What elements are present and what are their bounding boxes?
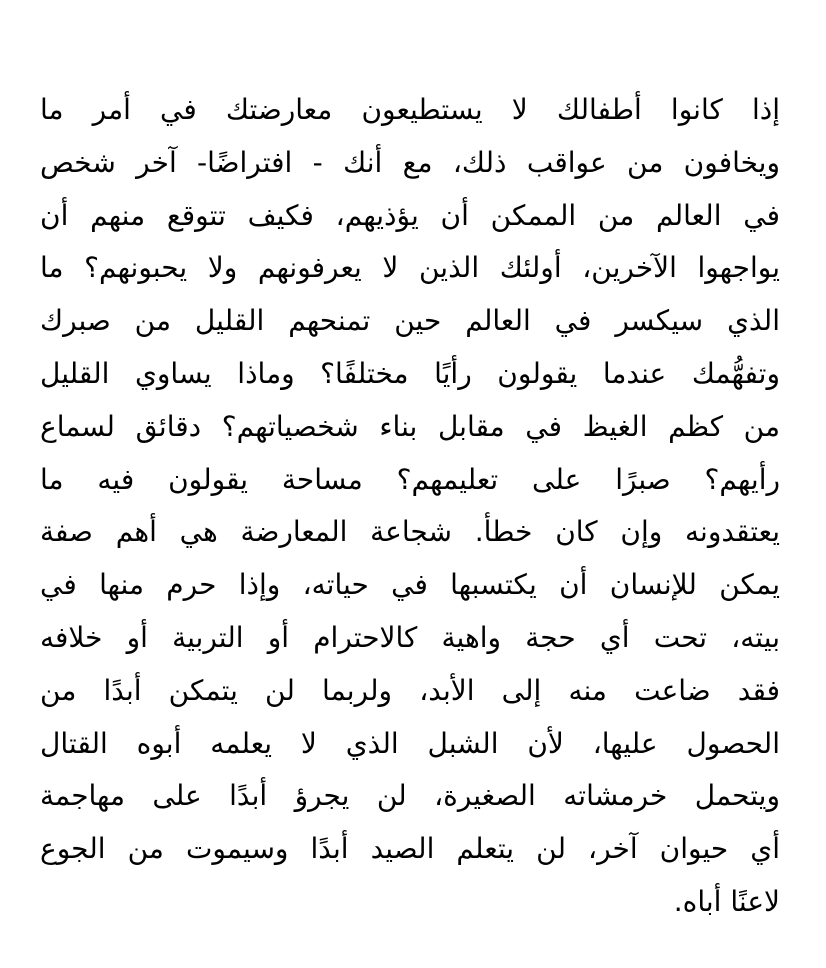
text-line-2: ويخافون من عواقب ذلك، مع أنك - افتراضًا- آخر شخص — [40, 145, 780, 179]
text-line-4: يواجهوا الآخرين، أولئك الذين لا يعرفونهم ولا يحبونهم؟ ما — [40, 251, 780, 285]
text-line-15: أي حيوان آخر، لن يتعلم الصيد أبدًا وسيموت من الجوع — [40, 832, 780, 866]
text-line-7: من كظم الغيظ في مقابل بناء شخصياتهم؟ دقائق لسماع — [40, 409, 780, 443]
text-line-6: وتفهُّمك عندما يقولون رأيًا مختلفًا؟ وماذا يساوي القليل — [40, 356, 780, 390]
text-line-14: ويتحمل خرمشاته الصغيرة، لن يجرؤ أبدًا على مهاجمة — [40, 779, 780, 813]
text-line-12: فقد ضاعت منه إلى الأبد، ولربما لن يتمكن أبدًا من — [40, 673, 780, 707]
text-line-9: يعتقدونه وإن كان خطأ. شجاعة المعارضة هي أهم صفة — [40, 515, 780, 549]
paragraph — [40, 84, 780, 929]
text-line-8: رأيهم؟ صبرًا على تعليمهم؟ مساحة يقولون فيه ما — [40, 462, 780, 496]
text-line-16: لاعنًا أباه. — [673, 884, 780, 918]
text-line-1: إذا كانوا أطفالك لا يستطيعون معارضتك في أمر ما — [40, 93, 780, 126]
text-line-10: يمكن للإنسان أن يكتسبها في حياته، وإذا حرم منها في — [40, 568, 780, 602]
text-line-11: بيته، تحت أي حجة واهية كالاحترام أو التربية أو خلافه — [40, 620, 780, 654]
text-line-3: في العالم من الممكن أن يؤذيهم، فكيف تتوقع منهم أن — [40, 198, 780, 232]
text-line-13: الحصول عليها، لأن الشبل الذي لا يعلمه أبوه القتال — [40, 726, 780, 760]
text-line-5: الذي سيكسر في العالم حين تمنحهم القليل من صبرك — [40, 304, 780, 338]
